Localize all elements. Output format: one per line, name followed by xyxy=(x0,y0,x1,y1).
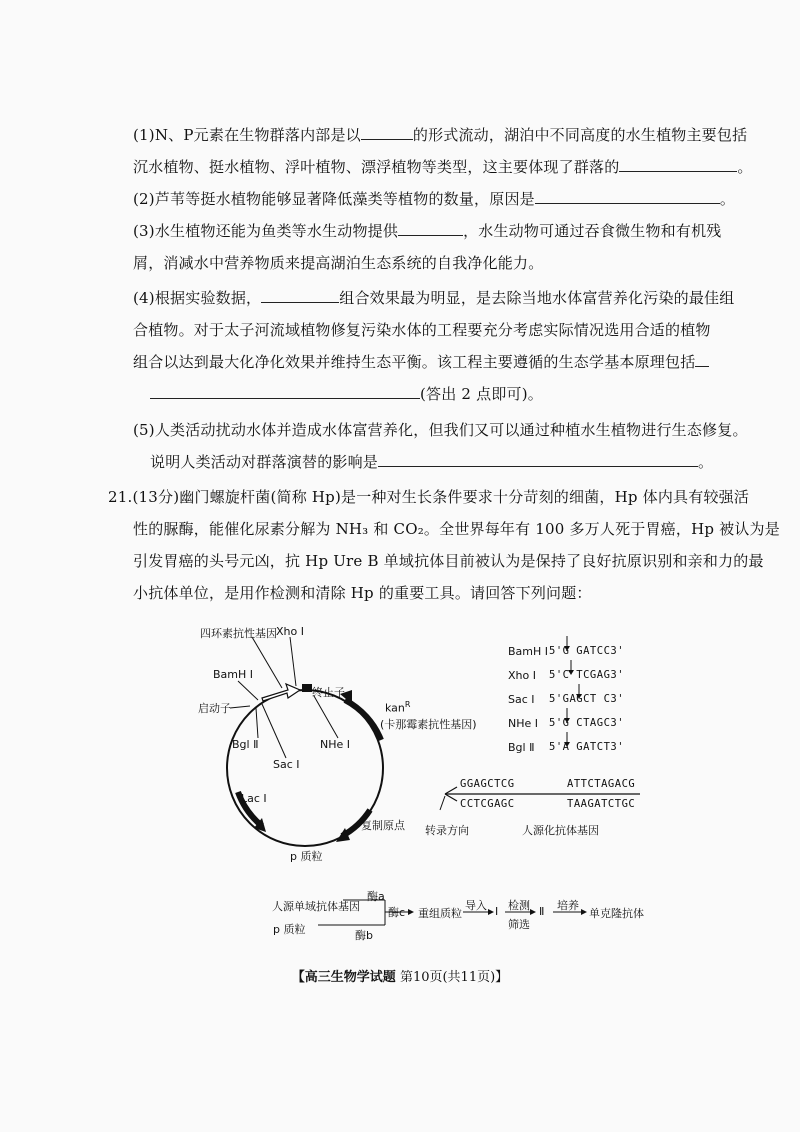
q5-line-1: (5)人类活动扰动水体并造成水体富营养化，但我们又可以通过种植水生植物进行生态修复。 xyxy=(133,421,748,439)
kanR-arc xyxy=(345,700,381,740)
q3-line-2: 屑，消减水中营养物质来提高湖泊生态系统的自我净化能力。 xyxy=(133,254,544,272)
label-ori: 复制原点 xyxy=(361,819,405,832)
q4-line-2: 合植物。对于太子河流域植物修复污染水体的工程要充分考虑实际情况选用合适的植物 xyxy=(133,321,711,339)
flow-screen: 筛选 xyxy=(508,918,530,931)
enzyme-bamHI-name: BamH Ⅰ xyxy=(508,645,549,658)
enzyme-bglII-name: Bgl Ⅱ xyxy=(508,741,535,754)
q21-line-3: 引发胃癌的头号元凶，抗 Hp Ure B 单域抗体目前被认为是保持了良好抗原识别和亲和力的最 xyxy=(133,552,764,570)
q5-line-2: 说明人类活动对群落演替的影响是 。 xyxy=(150,453,714,471)
flow-stage-I: Ⅰ xyxy=(495,905,499,918)
q2-line: (2)芦苇等挺水植物能够显著降低藻类等植物的数量，原因是 。 xyxy=(133,190,736,208)
enzyme-xhoI-seq: 5'C TCGAG3' xyxy=(549,669,625,681)
label-transcription-direction: 转录方向 xyxy=(425,824,469,837)
enzyme-bglII-seq: 5'A GATCT3' xyxy=(549,741,625,753)
flow-enzyme-c: 酶c xyxy=(388,906,406,919)
q21-line-2: 性的脲酶，能催化尿素分解为 NH₃ 和 CO₂。全世界每年有 100 多万人死于胃癌，Hp 被认为是 xyxy=(133,520,780,538)
label-nheI: NHe Ⅰ xyxy=(320,738,351,751)
label-promoter: 启动子 xyxy=(198,702,231,715)
enzyme-nheI-seq: 5'G CTAGC3' xyxy=(549,717,625,729)
q1-line-2: 沉水植物、挺水植物、浮叶植物、漂浮植物等类型，这主要体现了群落的 。 xyxy=(133,158,753,176)
label-bamHI: BamH Ⅰ xyxy=(213,668,254,681)
label-kan-gene: (卡那霉素抗性基因) xyxy=(380,718,477,731)
gene-top-right: ATTCTAGACG xyxy=(567,778,636,790)
enzyme-sacI-seq: 5'GAGCT C3' xyxy=(549,693,625,705)
q1-line-1: (1)N、P元素在生物群落内部是以 的形式流动，湖泊中不同高度的水生植物主要包括 xyxy=(133,126,748,144)
enzyme-xhoI-name: Xho Ⅰ xyxy=(508,669,536,682)
gene-top-left: GGAGCTCG xyxy=(460,778,515,790)
flow-recombinant-plasmid: 重组质粒 xyxy=(418,907,462,920)
flow-p-plasmid: p 质粒 xyxy=(273,923,306,936)
flow-human-gene: 人源单域抗体基因 xyxy=(272,900,360,913)
q3-line-1: (3)水生植物还能为鱼类等水生动物提供 ，水生动物可通过吞食微生物和有机残 xyxy=(133,222,722,240)
enzyme-sacI-name: Sac Ⅰ xyxy=(508,693,535,706)
q21-line-4: 小抗体单位，是用作检测和清除 Hp 的重要工具。请回答下列问题： xyxy=(133,584,592,602)
enzyme-bamHI-seq: 5'G GATCC3' xyxy=(549,645,625,657)
terminator-mark xyxy=(302,684,312,692)
flow-enzyme-a: 酶a xyxy=(367,890,385,903)
flow-import: 导入 xyxy=(465,899,487,912)
q4-line-1: (4)根据实验数据， 组合效果最为明显，是去除当地水体富营养化污染的最佳组 xyxy=(133,289,735,307)
gene-bottom-right: TAAGATCTGC xyxy=(567,798,636,810)
flow-detect: 检测 xyxy=(508,899,530,912)
q4-line-4: (答出 2 点即可)。 xyxy=(150,383,543,404)
q21-line-1: 21.(13分)幽门螺旋杆菌(简称 Hp)是一种对生长条件要求十分苛刻的细菌，Hp 体内具有较强活 xyxy=(108,488,750,506)
label-plasmid: p 质粒 xyxy=(290,850,323,863)
flow-stage-II: Ⅱ xyxy=(539,905,545,918)
label-terminator: 终止子 xyxy=(312,686,345,699)
label-bglII: Bgl Ⅱ xyxy=(232,738,259,751)
label-kanR: kan$^R$ xyxy=(385,700,411,715)
label-lacI: Lac Ⅰ xyxy=(241,792,267,805)
page-footer: 【高三生物学试题 第10页(共11页)】 xyxy=(291,970,509,985)
label-humanized-gene: 人源化抗体基因 xyxy=(522,824,599,837)
flow-enzyme-b: 酶b xyxy=(355,929,373,942)
label-sacI: Sac Ⅰ xyxy=(273,758,300,771)
gene-bottom-left: CCTCGAGC xyxy=(460,798,515,810)
flow-monoclonal: 单克隆抗体 xyxy=(589,907,644,920)
enzyme-nheI-name: NHe Ⅰ xyxy=(508,717,539,730)
label-xhoI: Xho Ⅰ xyxy=(276,625,304,638)
flow-culture: 培养 xyxy=(557,899,579,912)
label-tet-gene: 四环素抗性基因 xyxy=(200,627,277,640)
q4-line-3: 组合以达到最大化净化效果并维持生态平衡。该工程主要遵循的生态学基本原理包括 xyxy=(133,351,709,372)
